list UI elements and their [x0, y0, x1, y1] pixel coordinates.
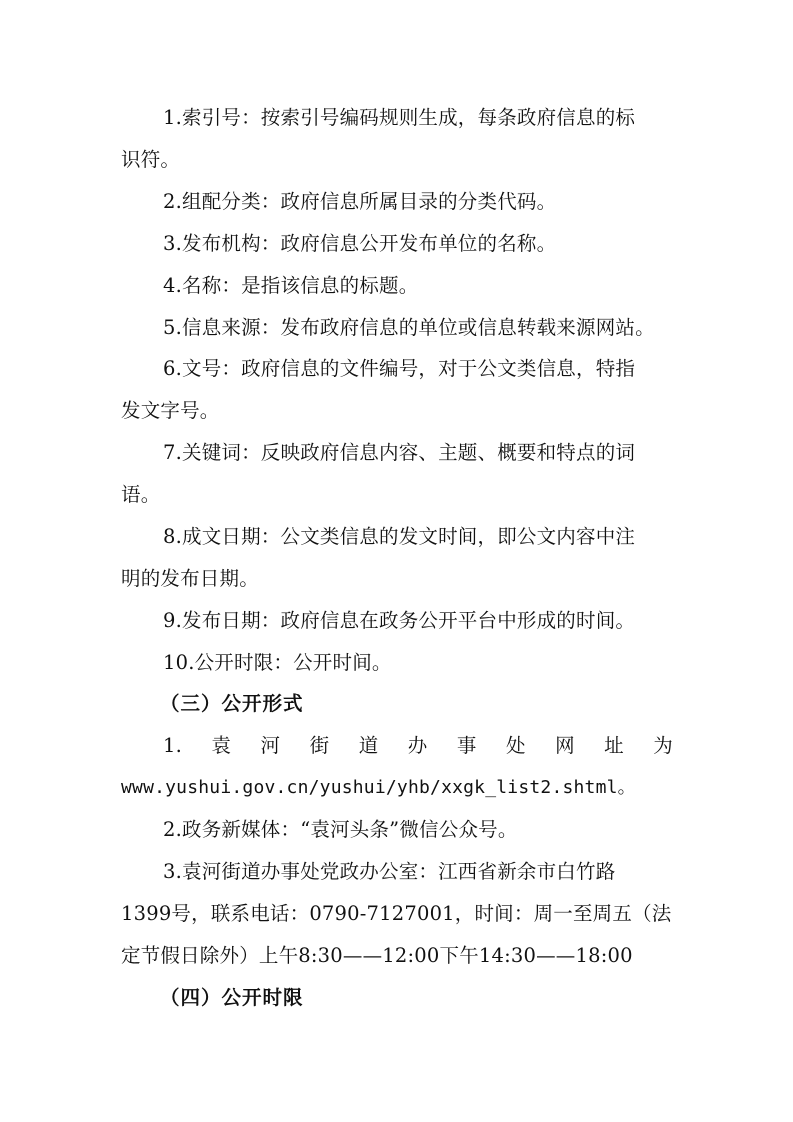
para-1-char: 网	[555, 734, 575, 757]
item-5: 5.信息来源：发布政府信息的单位或信息转载来源网站。	[163, 316, 655, 339]
section-3-para-3-line-1: 3.袁河街道办事处党政办公室：江西省新余市白竹路	[163, 860, 616, 883]
item-1-line-1: 1.索引号：按索引号编码规则生成，每条政府信息的标	[163, 106, 636, 129]
item-4: 4.名称：是指该信息的标题。	[163, 274, 419, 297]
item-8-line-2: 明的发布日期。	[121, 567, 259, 590]
para-1-char: 址	[604, 734, 624, 757]
section-3-para-3-line-3: 定节假日除外）上午8:30——12:00下午14:30——18:00	[121, 944, 633, 967]
item-1-line-2: 识符。	[121, 148, 181, 171]
para-1-number: 1.	[163, 734, 183, 757]
item-10: 10.公开时限：公开时间。	[163, 651, 392, 674]
item-9: 9.发布日期：政府信息在政务公开平台中形成的时间。	[163, 609, 636, 632]
item-6-line-1: 6.文号：政府信息的文件编号，对于公文类信息，特指	[163, 357, 636, 380]
item-2: 2.组配分类：政府信息所属目录的分类代码。	[163, 190, 557, 213]
para-1-char: 袁	[211, 734, 232, 757]
website-url: www.yushui.gov.cn/yushui/yhb/xxgk_list2.shtml。	[121, 777, 636, 798]
item-6-line-2: 发文字号。	[121, 399, 220, 422]
item-7-line-1: 7.关键词：反映政府信息内容、主题、概要和特点的词	[163, 441, 636, 464]
para-1-char: 为	[653, 734, 673, 757]
para-1-char: 河	[260, 734, 281, 757]
section-3-para-1-line-1	[163, 734, 673, 758]
para-1-char: 办	[407, 734, 428, 757]
section-3-para-3-line-2: 1399号，联系电话：0790-7127001，时间：周一至周五（法	[121, 902, 672, 925]
para-1-char: 道	[358, 734, 379, 757]
para-1-char: 处	[505, 734, 526, 757]
section-4-heading: （四）公开时限	[160, 986, 304, 1009]
para-1-char: 事	[456, 734, 477, 757]
item-8-line-1: 8.成文日期：公文类信息的发文时间，即公文内容中注	[163, 525, 636, 548]
para-1-char: 街	[309, 734, 330, 757]
item-7-line-2: 语。	[121, 483, 161, 506]
item-3: 3.发布机构：政府信息公开发布单位的名称。	[163, 232, 557, 255]
section-3-heading: （三）公开形式	[160, 692, 304, 715]
section-3-para-2: 2.政务新媒体：“袁河头条”微信公众号。	[163, 818, 518, 841]
